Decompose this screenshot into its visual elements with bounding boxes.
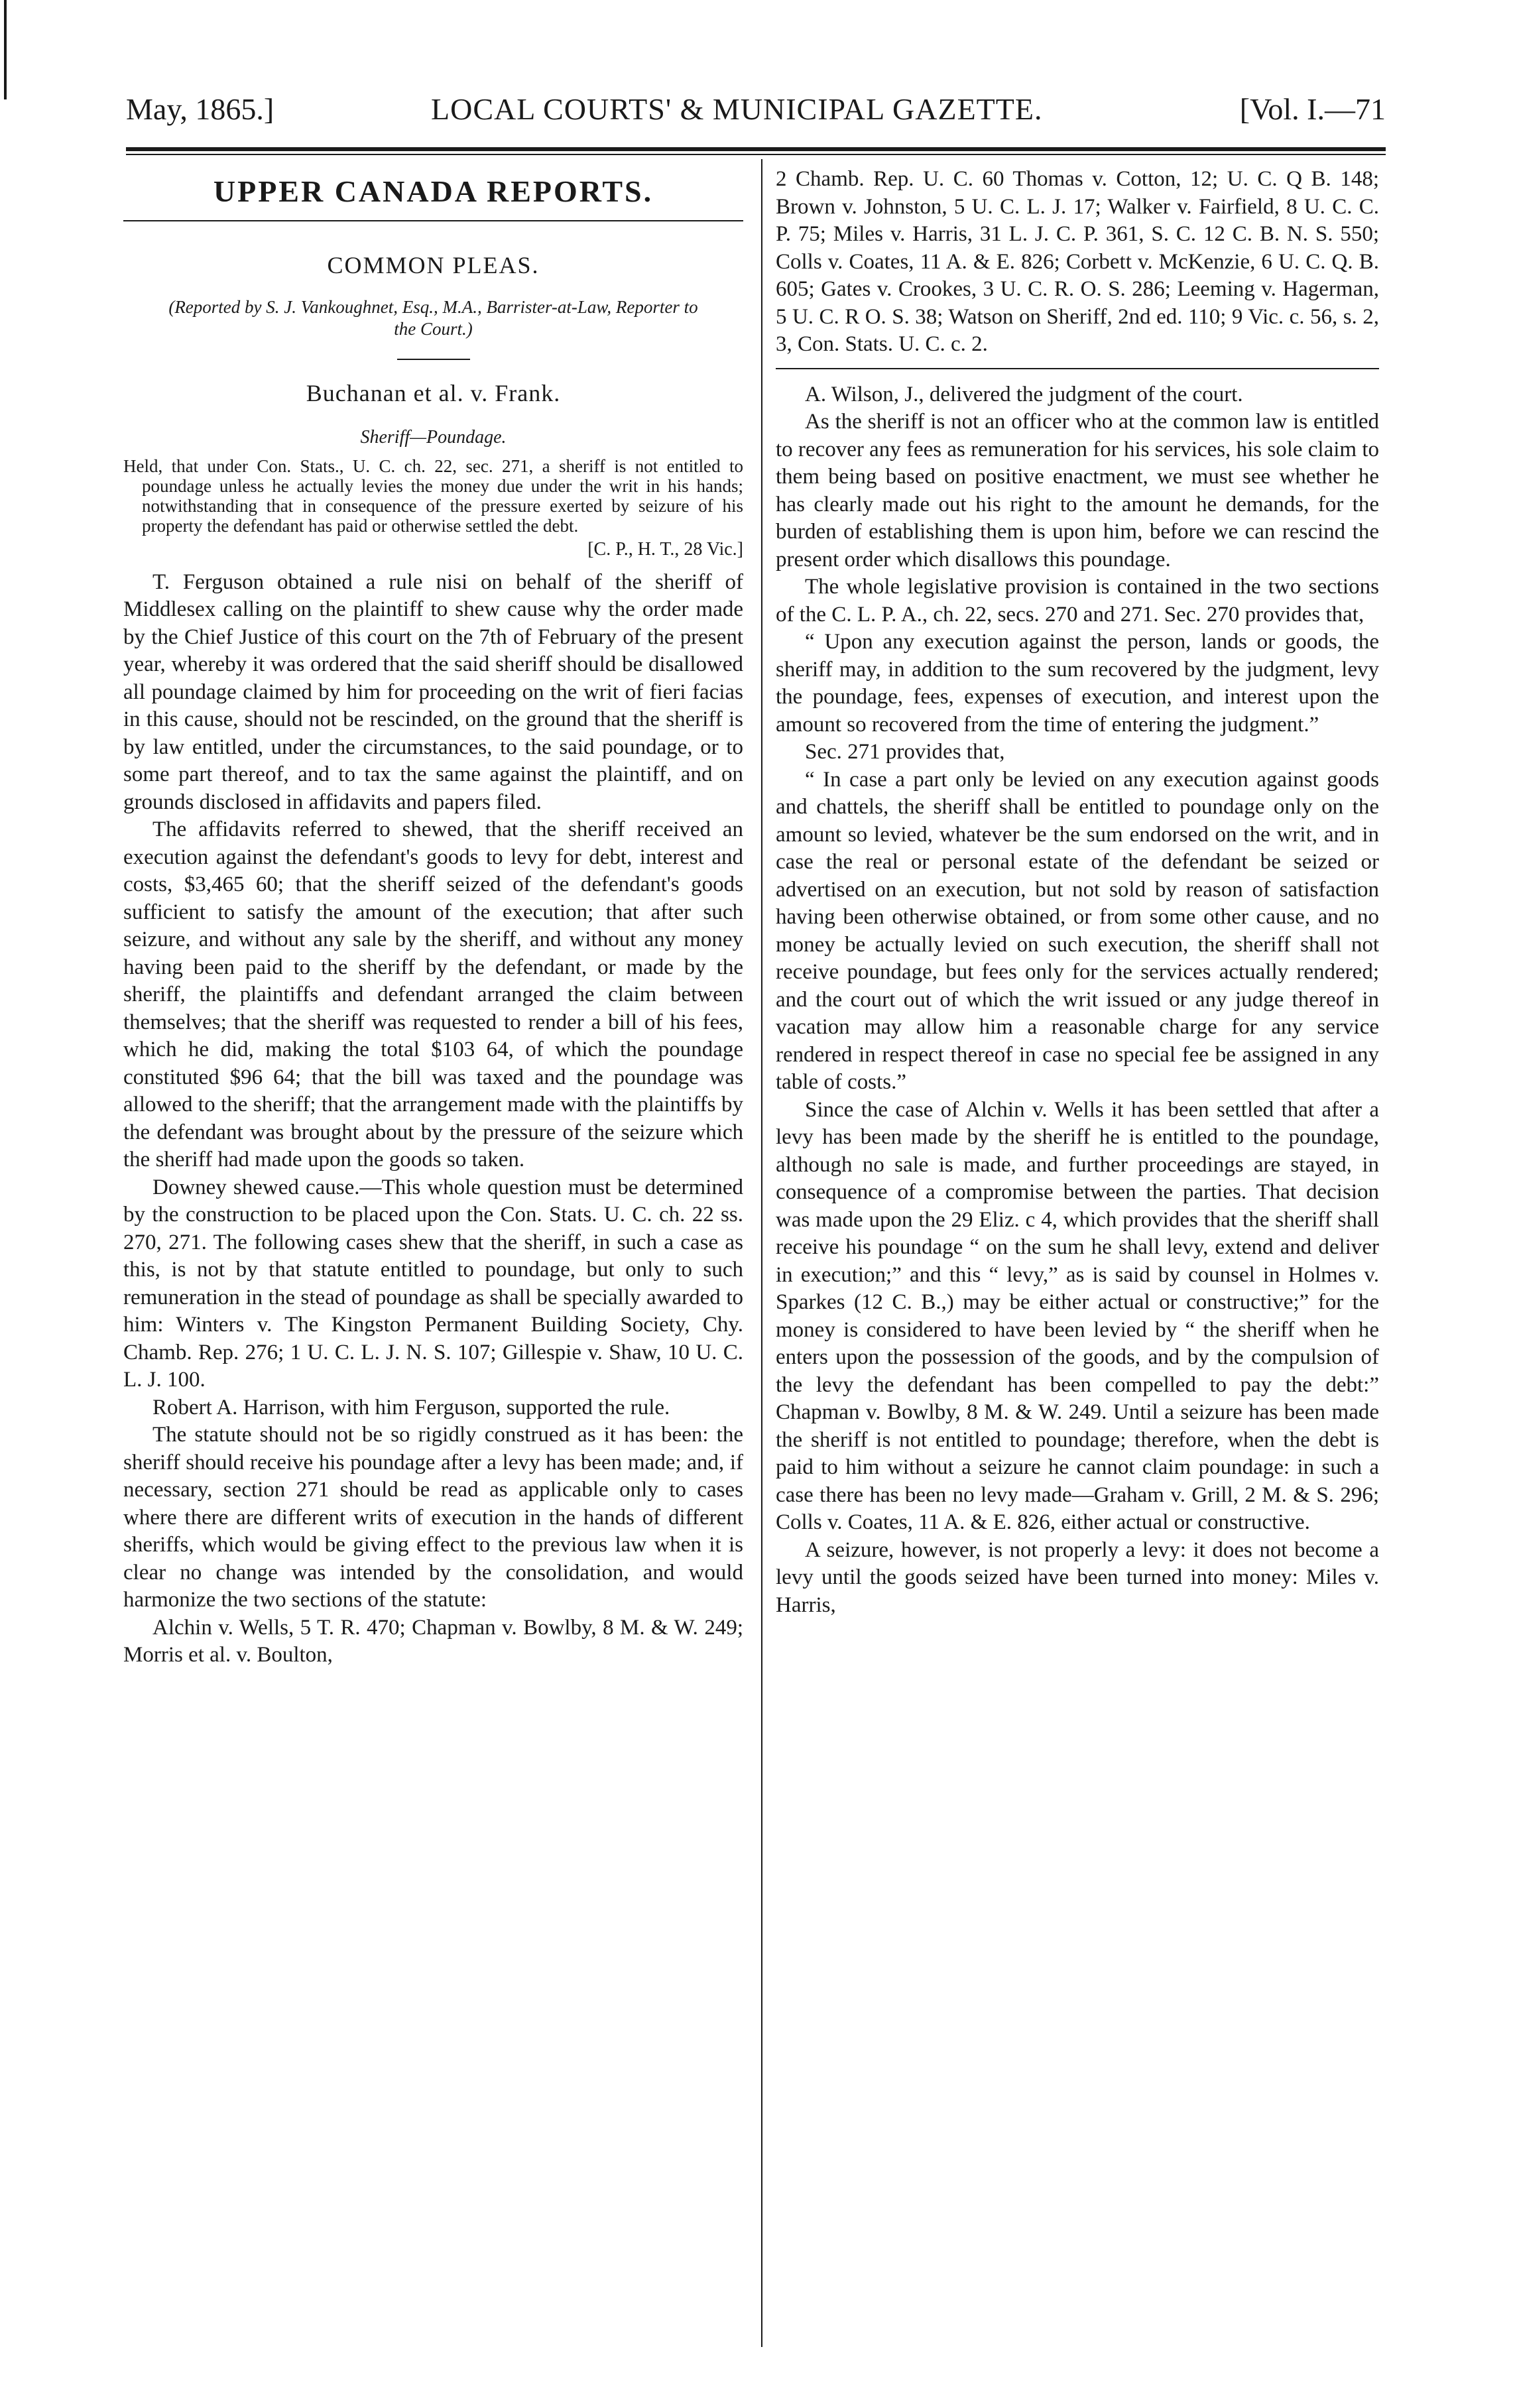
short-rule bbox=[397, 359, 470, 360]
section-rule bbox=[123, 220, 743, 221]
court-name: COMMON PLEAS. bbox=[327, 251, 540, 278]
right-column bbox=[776, 166, 1379, 1619]
running-header bbox=[126, 78, 1386, 131]
quotation: “ In case a part only be levied on any execution against goods and chattels, the sheriff shall be entitled to poundage only on the amount so levied, whatever be the sum endorsed on the writ, and in case the real or personal estate of the defendant be seized or advertised on an execution, but not sold by reason of satisfaction having been otherwise obtained, or from some other cause, and no money be actually levied on such execution, the sheriff shall not receive poundage, but fees only for the services actually rendered; and the court out of which the writ issued or any judge thereof in vacation may allow him a reasonable charge for any service rendered in respect thereof in case no special fee be assigned in any table of costs.” bbox=[776, 767, 1379, 1094]
header-rule-thick bbox=[126, 147, 1386, 151]
paragraph: Sec. 271 provides that, bbox=[805, 740, 1005, 764]
paragraph: Downey shewed cause.—This whole question must be determined by the construction to be placed upon the Con. Stats. U. C. ch. 22 ss. 270, 271. The following cases shew that the sheriff, in such a case as this, is not by that statute entitled to poundage, but only to such remuneration in the stead of poundage as shall be specially awarded to him: Winters v. The Kingston Permanent Building Society, Chy. Chamb. Rep. 276; 1 U. C. L. J. N. S. 107; Gillespie v. Shaw, 10 U. C. L. J. 100. bbox=[123, 1175, 743, 1392]
header-date: May, 1865.] bbox=[126, 92, 274, 126]
paragraph: The whole legislative provision is contained in the two sections of the C. L. P. A., ch. 22, secs. 270 and 271. Sec. 270 provides that, bbox=[776, 575, 1379, 627]
paragraph: Robert A. Harrison, with him Ferguson, supported the rule. bbox=[152, 1395, 670, 1419]
header-rule-thin bbox=[126, 154, 1386, 155]
paragraph: The statute should not be so rigidly construed as it has been: the sheriff should receive his poundage after a levy has been made; and, if necessary, section 271 should be read as applicable only to cases where there are different writs of execution in the hands of different sheriffs, which would be giving effect to the previous law when it is clear no change was intended by the consolidation, and would harmonize the two sections of the statute: bbox=[123, 1423, 743, 1612]
case-citation: [C. P., H. T., 28 Vic.] bbox=[587, 539, 743, 560]
header-title: LOCAL COURTS' & MUNICIPAL GAZETTE. bbox=[431, 92, 1043, 126]
left-column bbox=[123, 166, 743, 1669]
paragraph: Since the case of Alchin v. Wells it has been settled that after a levy has been made by the sheriff he is entitled to the poundage, although no sale is made, and further proceedings are stayed, in consequence of a compromise between the parties. That decision was made upon the 29 Eliz. c 4, which provides that the sheriff shall receive his poundage “ on the sum he shall levy, extend and deliver in execution;” and this “ levy,” as is said by counsel in Holmes v. Sparkes (12 C. B.,) may be either actual or constructive;” for the money is considered to have been levied by “ the sheriff when he enters upon the possession of the goods, and by the compulsion of the levy the defendant has been compelled to pay the debt:” Chapman v. Bowlby, 8 M. & W. 249. Until a seizure has been made the sheriff is not entitled to poundage; therefore, when the debt is paid to him without a seizure he cannot claim poundage: in such a case there has been no levy made—Graham v. Grill, 2 M. & S. 296; Colls v. Coates, 11 A. & E. 826, either actual or constructive. bbox=[776, 1097, 1379, 1534]
quotation: “ Upon any execution against the person, lands or goods, the sheriff may, in addition to the sum recovered by the judgment, levy the poundage, fees, expenses of execution, and interest upon the amount so recovered from the time of entering the judgment.” bbox=[776, 630, 1379, 737]
case-subject: Sheriff—Poundage. bbox=[360, 426, 507, 448]
reporter-line: (Reported by S. J. Vankoughnet, Esq., M.A., Barrister-at-Law, Reporter to the Court.) bbox=[168, 297, 698, 339]
paragraph: As the sheriff is not an officer who at the common law is entitled to recover any fees as remuneration for his services, his sole claim to them being based on positive enactment, we must see whether he has clearly made out his right to the amount he demands, for the burden of establishing them is upon him, before we can rescind the present order which disallows this poundage. bbox=[776, 410, 1379, 572]
section-title: UPPER CANADA REPORTS. bbox=[213, 174, 654, 208]
argument-rule bbox=[776, 368, 1379, 369]
paragraph: Alchin v. Wells, 5 T. R. 470; Chapman v. Bowlby, 8 M. & W. 249; Morris et al. v. Boulton, bbox=[123, 1615, 743, 1667]
paragraph: A. Wilson, J., delivered the judgment of the court. bbox=[805, 382, 1243, 406]
paragraph: A seizure, however, is not properly a levy: it does not become a levy until the goods seized have been turned into money: Miles v. Harris, bbox=[776, 1537, 1379, 1617]
header-volume: [Vol. I.—71 bbox=[1239, 92, 1386, 126]
case-title: Buchanan et al. v. Frank. bbox=[306, 380, 561, 406]
scan-edge-mark bbox=[4, 0, 7, 99]
paragraph: T. Ferguson obtained a rule nisi on behalf of the sheriff of Middlesex calling on the plaintiff to shew cause why the order made by the Chief Justice of this court on the 7th of February of the present year, whereby it was ordered that the said sheriff should be disallowed all poundage claimed by him for proceeding on the writ of fieri facias in this cause, should not be rescinded, on the ground that the sheriff is by law entitled, under the circumstances, to the said poundage, or to some part thereof, and to tax the same against the plaintiff, and on grounds disclosed in affidavits and papers filed. bbox=[123, 570, 743, 814]
paragraph: The affidavits referred to shewed, that the sheriff received an execution against the defendant's goods to levy for debt, interest and costs, $3,465 60; that the sheriff seized of the defendant's goods sufficient to satisfy the amount of the execution; that after such seizure, and without any sale by the sheriff, and without any money having been paid to the sheriff by the defendant, or made by the sheriff, the plaintiffs and defendant arranged the claim between themselves; that the sheriff was requested to render a bill of his fees, which he did, making the total $103 64, of which the poundage constituted $96 64; that the bill was taxed and the poundage was allowed to the sheriff; that the arrangement made with the plaintiffs by the defendant was brought about by the pressure of the seizure which the sheriff had made upon the goods so taken. bbox=[123, 817, 743, 1172]
paragraph-continued: 2 Chamb. Rep. U. C. 60 Thomas v. Cotton, 12; U. C. Q B. 148; Brown v. Johnston, 5 U. C. L. J. 17; Walker v. Fairfield, 8 U. C. C. P. 75; Miles v. Harris, 31 L. J. C. P. 361, S. C. 12 C. B. N. S. 550; Colls v. Coates, 11 A. & E. 826; Corbett v. McKenzie, 6 U. C. Q. B. 605; Gates v. Crookes, 3 U. C. R. O. S. 286; Leeming v. Hagerman, 5 U. C. R O. S. 38; Watson on Sheriff, 2nd ed. 110; 9 Vic. c. 56, s. 2, 3, Con. Stats. U. C. c. 2. bbox=[776, 167, 1379, 356]
headnote: Held, that under Con. Stats., U. C. ch. 22, sec. 271, a sheriff is not entitled to poundage unless he actually levies the money due under the writ in his hands; notwithstanding that in consequence of the pressure exerted by seizure of his property the defendant has paid or otherwise settled the debt. bbox=[123, 456, 743, 536]
column-divider bbox=[761, 159, 762, 2347]
